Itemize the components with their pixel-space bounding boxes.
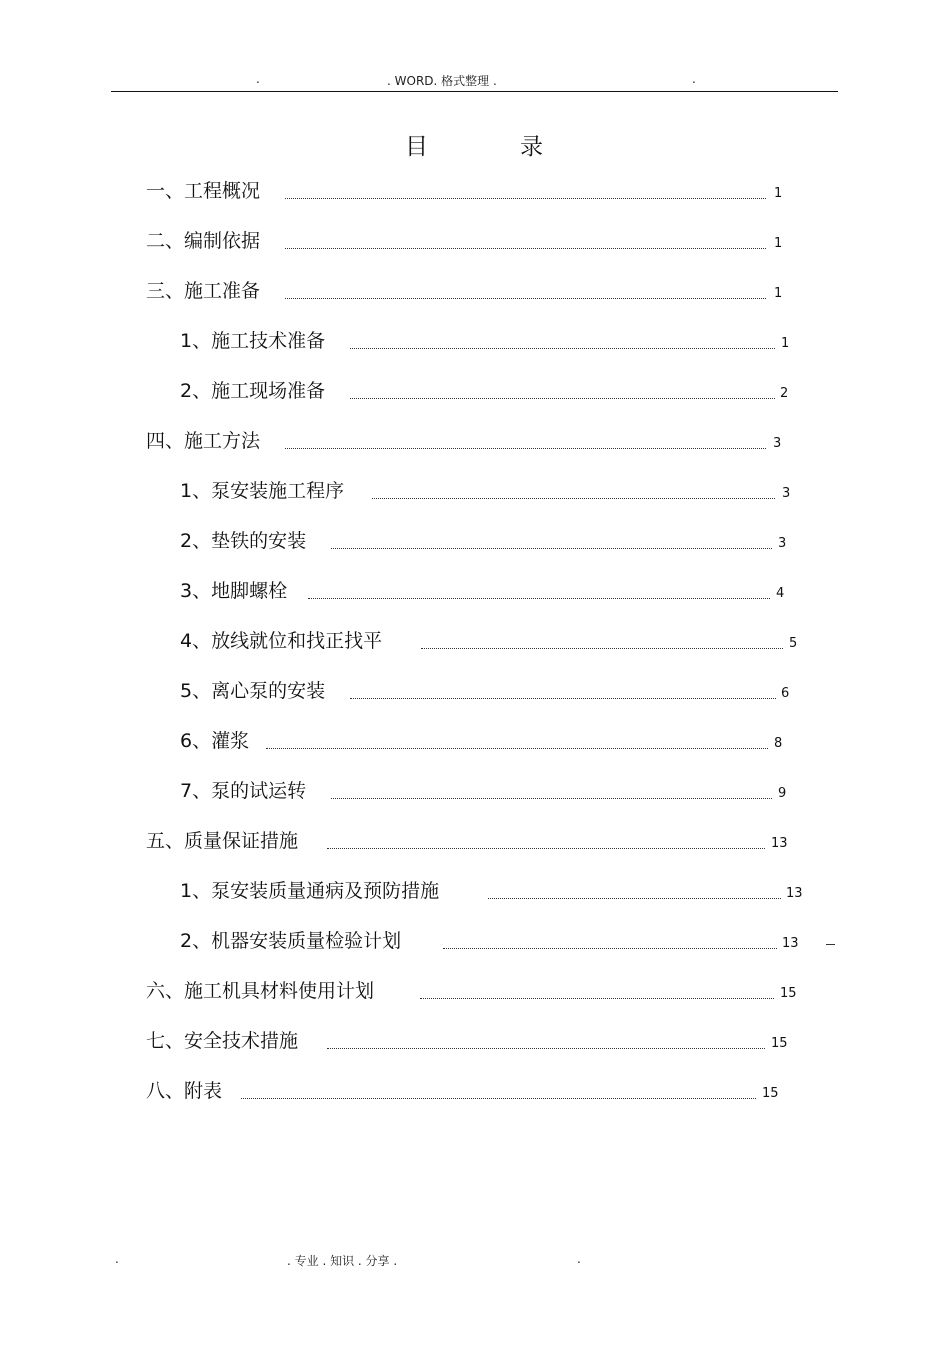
toc-entry-page: 6 <box>781 686 790 701</box>
toc-entry[interactable] <box>180 329 800 359</box>
toc-entry[interactable] <box>146 1029 806 1059</box>
toc-entry-page: 13 <box>786 886 803 901</box>
toc-entry-page: 3 <box>773 436 782 451</box>
toc-dot-leader <box>350 698 776 699</box>
toc-entry-page: 1 <box>774 286 783 301</box>
toc-dot-leader <box>308 598 770 599</box>
toc-entry-page: 15 <box>762 1086 779 1101</box>
toc-dot-leader <box>331 798 772 799</box>
toc-entry[interactable] <box>180 379 800 409</box>
toc-entry[interactable] <box>180 729 800 759</box>
toc-entry-label: 1、泵安装质量通病及预防措施 <box>180 880 440 902</box>
toc-entry-label: 一、工程概况 <box>146 180 261 202</box>
toc-entry-page: 1 <box>781 336 790 351</box>
toc-dot-leader <box>488 898 781 899</box>
toc-entry-page: 9 <box>778 786 787 801</box>
toc-entry-label: 二、编制依据 <box>146 230 261 252</box>
toc-entry[interactable] <box>180 779 800 809</box>
toc-entry[interactable] <box>180 479 800 509</box>
toc-entry[interactable] <box>180 929 810 959</box>
toc-dot-leader <box>241 1098 756 1099</box>
toc-entry-label: 四、施工方法 <box>146 430 261 452</box>
toc-entry[interactable] <box>180 579 800 609</box>
footer-right-dot: . <box>577 1252 581 1266</box>
toc-entry-label: 5、离心泵的安装 <box>180 680 326 702</box>
toc-entry-page: 13 <box>782 936 799 951</box>
toc-entry[interactable] <box>180 529 800 559</box>
toc-entry-page: 1 <box>774 236 783 251</box>
toc-entry-page: 8 <box>774 736 783 751</box>
toc-dot-leader <box>266 748 768 749</box>
toc-dot-leader <box>421 648 783 649</box>
toc-entry-label: 2、施工现场准备 <box>180 380 326 402</box>
toc-entry[interactable] <box>146 229 786 259</box>
toc-entry-label: 八、附表 <box>146 1080 223 1102</box>
footer-text: . 专业 . 知识 . 分享 . <box>287 1254 398 1268</box>
toc-entry[interactable] <box>146 829 796 859</box>
toc-entry-label: 4、放线就位和找正找平 <box>180 630 383 652</box>
toc-entry-label: 1、施工技术准备 <box>180 330 326 352</box>
toc-dot-leader <box>285 198 766 199</box>
toc-entry[interactable] <box>146 279 786 309</box>
toc-entry-page: 13 <box>771 836 788 851</box>
toc-entry[interactable] <box>180 629 810 659</box>
toc-entry-label: 2、垫铁的安装 <box>180 530 307 552</box>
header-title: . WORD. 格式整理 . <box>387 74 497 88</box>
toc-entry-page: 15 <box>771 1036 788 1051</box>
toc-dot-leader <box>350 348 775 349</box>
toc-entry[interactable] <box>146 179 786 209</box>
toc-entry-label: 七、安全技术措施 <box>146 1030 299 1052</box>
footer-left-dot: . <box>115 1252 119 1266</box>
toc-dot-leader <box>350 398 775 399</box>
toc-dot-leader <box>327 848 765 849</box>
toc-dot-leader <box>285 448 766 449</box>
toc-dot-leader <box>443 948 777 949</box>
toc-entry[interactable] <box>146 429 786 459</box>
toc-entry-page: 3 <box>778 536 787 551</box>
toc-entry[interactable] <box>180 679 800 709</box>
toc-entry-label: 3、地脚螺栓 <box>180 580 288 602</box>
toc-entry[interactable] <box>180 879 810 909</box>
header-left-dot: . <box>256 72 260 86</box>
header-rule <box>111 91 838 92</box>
toc-entry-label: 2、机器安装质量检验计划 <box>180 930 402 952</box>
toc-entry-page: 2 <box>780 386 789 401</box>
header-right-dot: . <box>692 72 696 86</box>
toc-title-char-2: 录 <box>520 134 543 160</box>
toc-dot-leader <box>372 498 775 499</box>
toc-entry[interactable] <box>146 1079 796 1109</box>
toc-entry-page: 1 <box>774 186 783 201</box>
toc-entry-label: 1、泵安装施工程序 <box>180 480 345 502</box>
toc-entry-label: 六、施工机具材料使用计划 <box>146 980 375 1002</box>
toc-entry-page: 4 <box>776 586 785 601</box>
toc-entry-label: 三、施工准备 <box>146 280 261 302</box>
toc-title-char-1: 目 <box>405 134 428 160</box>
toc-entry-page: 15 <box>780 986 797 1001</box>
toc-dot-leader <box>331 548 772 549</box>
toc-dot-leader <box>285 298 766 299</box>
toc-entry-label: 五、质量保证措施 <box>146 830 299 852</box>
toc-entry-label: 6、灌浆 <box>180 730 250 752</box>
toc-dot-leader <box>285 248 766 249</box>
toc-dot-leader <box>327 1048 765 1049</box>
toc-entry-label: 7、泵的试运转 <box>180 780 307 802</box>
toc-entry-page: 5 <box>789 636 798 651</box>
stray-dash-mark <box>826 944 835 945</box>
toc-entry[interactable] <box>146 979 806 1009</box>
toc-entry-page: 3 <box>782 486 791 501</box>
toc-dot-leader <box>420 998 774 999</box>
